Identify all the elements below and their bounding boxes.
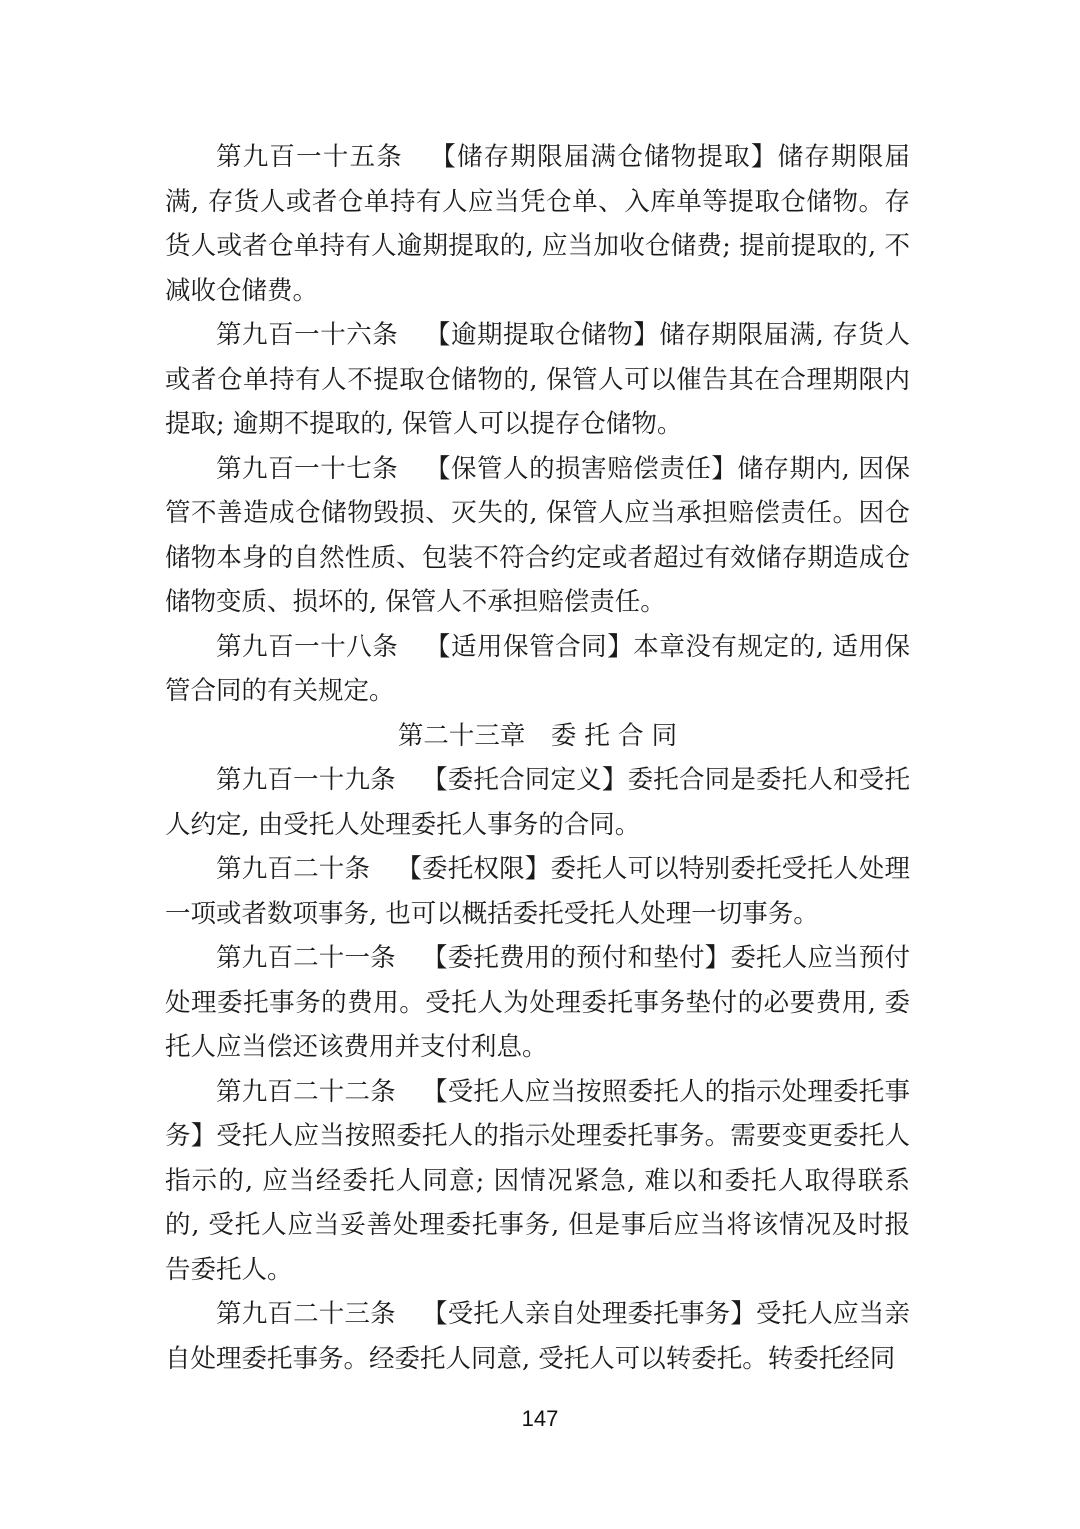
article-number: 第九百一十七条 bbox=[216, 453, 399, 484]
article-body: 受托人应当亲自处理委托事务。经委托人同意, 受托人可以转委托。转委托经同 bbox=[165, 1299, 910, 1374]
article-heading: 【委托合同定义】 bbox=[421, 765, 628, 795]
article-body: 储存期内, 因保管不善造成仓储物毁损、灭失的, 保管人应当承担赔偿责任。因仓储物本身的自然性质、包装不符合约定或者超过有效储存期造成仓储物变质、损坏的, 保管人不承担赔偿责任。 bbox=[165, 453, 910, 617]
article-heading: 【保管人的损害赔偿责任】 bbox=[424, 453, 738, 484]
article-body: 本章没有规定的, 适用保管合同的有关规定。 bbox=[165, 631, 910, 706]
article-number: 第九百一十九条 bbox=[216, 765, 396, 795]
article-number: 第九百一十八条 bbox=[216, 631, 399, 662]
article-916 bbox=[165, 313, 910, 447]
article-heading: 【委托费用的预付和垫付】 bbox=[421, 943, 731, 973]
article-922 bbox=[165, 1070, 910, 1293]
article-body: 储存期限届满, 存货人或者仓单持有人不提取仓储物的, 保管人可以催告其在合理期限内提取; 逾期不提取的, 保管人可以提存仓储物。 bbox=[165, 320, 910, 439]
article-heading: 【受托人亲自处理委托事务】 bbox=[421, 1299, 757, 1329]
article-body: 受托人应当按照委托人的指示处理委托事务。需要变更委托人指示的, 应当经委托人同意; 因情况紧急, 难以和委托人取得联系的, 受托人应当妥善处理委托事务, 但是事后应当将该情况及时报告委托人。 bbox=[165, 1121, 910, 1285]
article-body: 委托合同是委托人和受托人约定, 由受托人处理委托人事务的合同。 bbox=[165, 765, 910, 840]
article-number: 第九百二十条 bbox=[216, 854, 371, 884]
document-page bbox=[165, 135, 910, 1381]
article-915 bbox=[165, 135, 910, 313]
article-heading: 【委托权限】 bbox=[396, 854, 551, 884]
article-number: 第九百一十五条 bbox=[216, 142, 404, 172]
article-heading: 【逾期提取仓储物】 bbox=[424, 320, 660, 350]
article-number: 第九百二十一条 bbox=[216, 943, 396, 973]
article-920 bbox=[165, 847, 910, 936]
article-heading: 【受托人应当按照委托人的指示处理委托事务】 bbox=[165, 1076, 910, 1151]
article-923 bbox=[165, 1292, 910, 1381]
article-number: 第九百二十三条 bbox=[216, 1299, 396, 1329]
chapter-title: 第二十三章 委 托 合 同 bbox=[397, 720, 678, 751]
article-heading: 【适用保管合同】 bbox=[424, 631, 634, 662]
article-919 bbox=[165, 758, 910, 847]
article-body: 储存期限届满, 存货人或者仓单持有人应当凭仓单、入库单等提取仓储物。存货人或者仓单持有人逾期提取的, 应当加收仓储费; 提前提取的, 不减收仓储费。 bbox=[165, 142, 910, 306]
article-number: 第九百一十六条 bbox=[216, 320, 399, 350]
article-918 bbox=[165, 625, 910, 714]
article-body: 委托人可以特别委托受托人处理一项或者数项事务, 也可以概括委托受托人处理一切事务。 bbox=[165, 854, 910, 929]
article-heading: 【储存期限届满仓储物提取】 bbox=[429, 142, 778, 172]
article-917 bbox=[165, 447, 910, 625]
article-number: 第九百二十二条 bbox=[216, 1076, 396, 1107]
page-number: 147 bbox=[521, 1406, 559, 1431]
article-body: 委托人应当预付处理委托事务的费用。受托人为处理委托事务垫付的必要费用, 委托人应当偿还该费用并支付利息。 bbox=[165, 943, 910, 1062]
article-921 bbox=[165, 936, 910, 1070]
